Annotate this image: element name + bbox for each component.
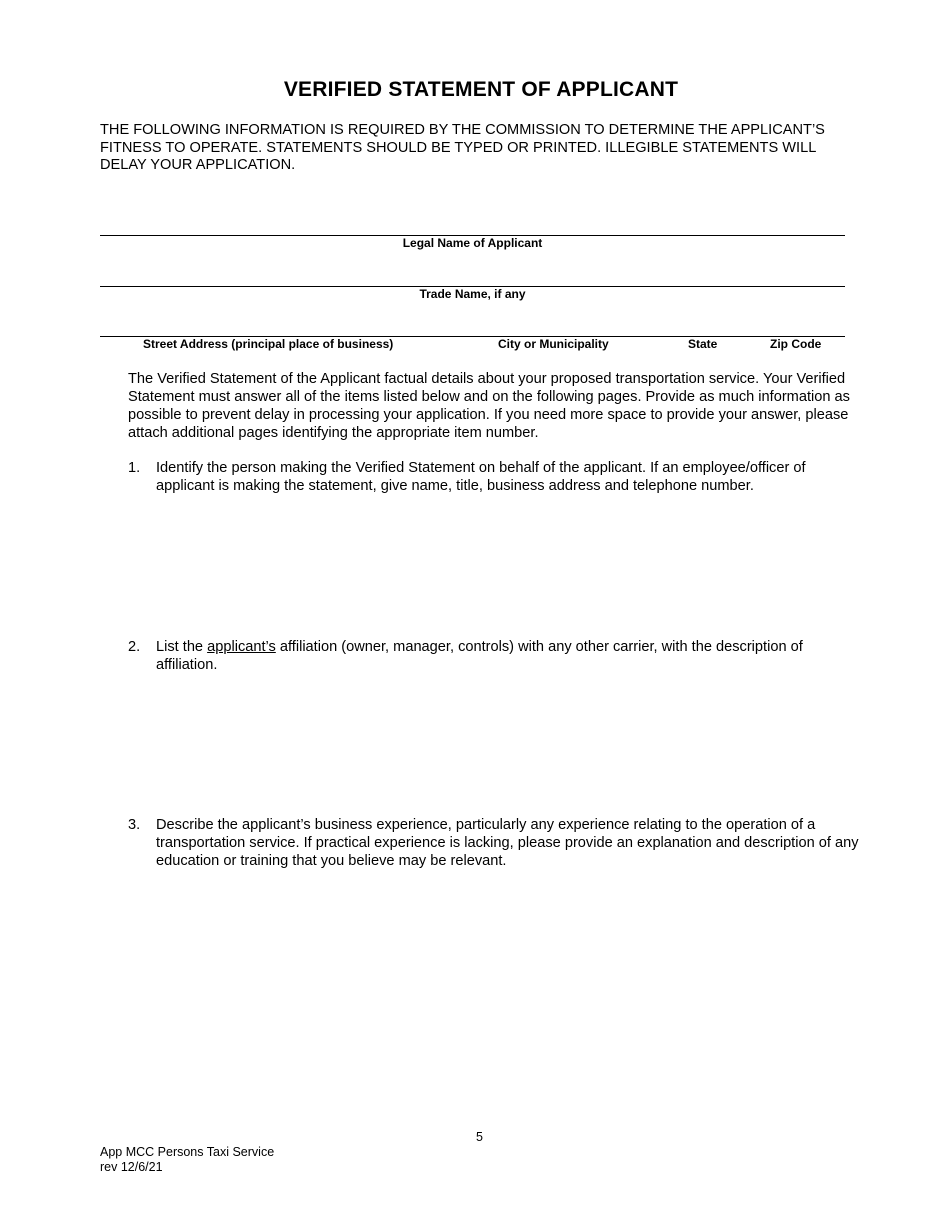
item-number: 2.	[128, 639, 141, 655]
intro-paragraph: THE FOLLOWING INFORMATION IS REQUIRED BY THE COMMISSION TO DETERMINE THE APPLICANT’S FITNESS TO OPERATE. STATEMENTS SHOULD BE TYPED OR PRINTED. ILLEGIBLE STATEMENTS WILL DELAY YOUR APPLICATION.	[100, 122, 825, 173]
city-label: City or Municipality	[498, 337, 609, 351]
item-text: Identify the person making the Verified Statement on behalf of the applicant. If an employee/officer of applicant is making the statement, give name, title, business address and telephone number.	[156, 460, 806, 494]
state-label: State	[688, 337, 718, 351]
item-number: 3.	[128, 817, 141, 833]
footer-revision: rev 12/6/21	[100, 1159, 163, 1174]
item-text: List the applicant’s affiliation (owner, manager, controls) with any other carrier, with the description of affiliation.	[156, 639, 803, 673]
zip-code-label: Zip Code	[770, 337, 822, 351]
trade-name-label: Trade Name, if any	[419, 287, 526, 301]
footer	[100, 1145, 274, 1174]
page-title: VERIFIED STATEMENT OF APPLICANT	[283, 78, 679, 101]
legal-name-label: Legal Name of Applicant	[402, 236, 543, 250]
page-number: 5	[476, 1130, 483, 1144]
underlined-word: applicant’s	[207, 639, 276, 655]
item-number: 1.	[128, 460, 141, 476]
street-address-label: Street Address (principal place of business)	[143, 337, 394, 351]
footer-form-name: App MCC Persons Taxi Service	[100, 1145, 275, 1159]
instructions-paragraph: The Verified Statement of the Applicant factual details about your proposed transportation service. Your Verified Statement must answer all of the items listed below and on the following pages. Provide as much information as possible to prevent delay in processing your application. If you need more space to provide your answer, please attach additional pages identifying the appropriate item number.	[128, 371, 850, 441]
item-text: Describe the applicant’s business experience, particularly any experience relating to the operation of a transportation service. If practical experience is lacking, please provide an explanation and description of any education or training that you believe may be relevant.	[156, 817, 859, 869]
